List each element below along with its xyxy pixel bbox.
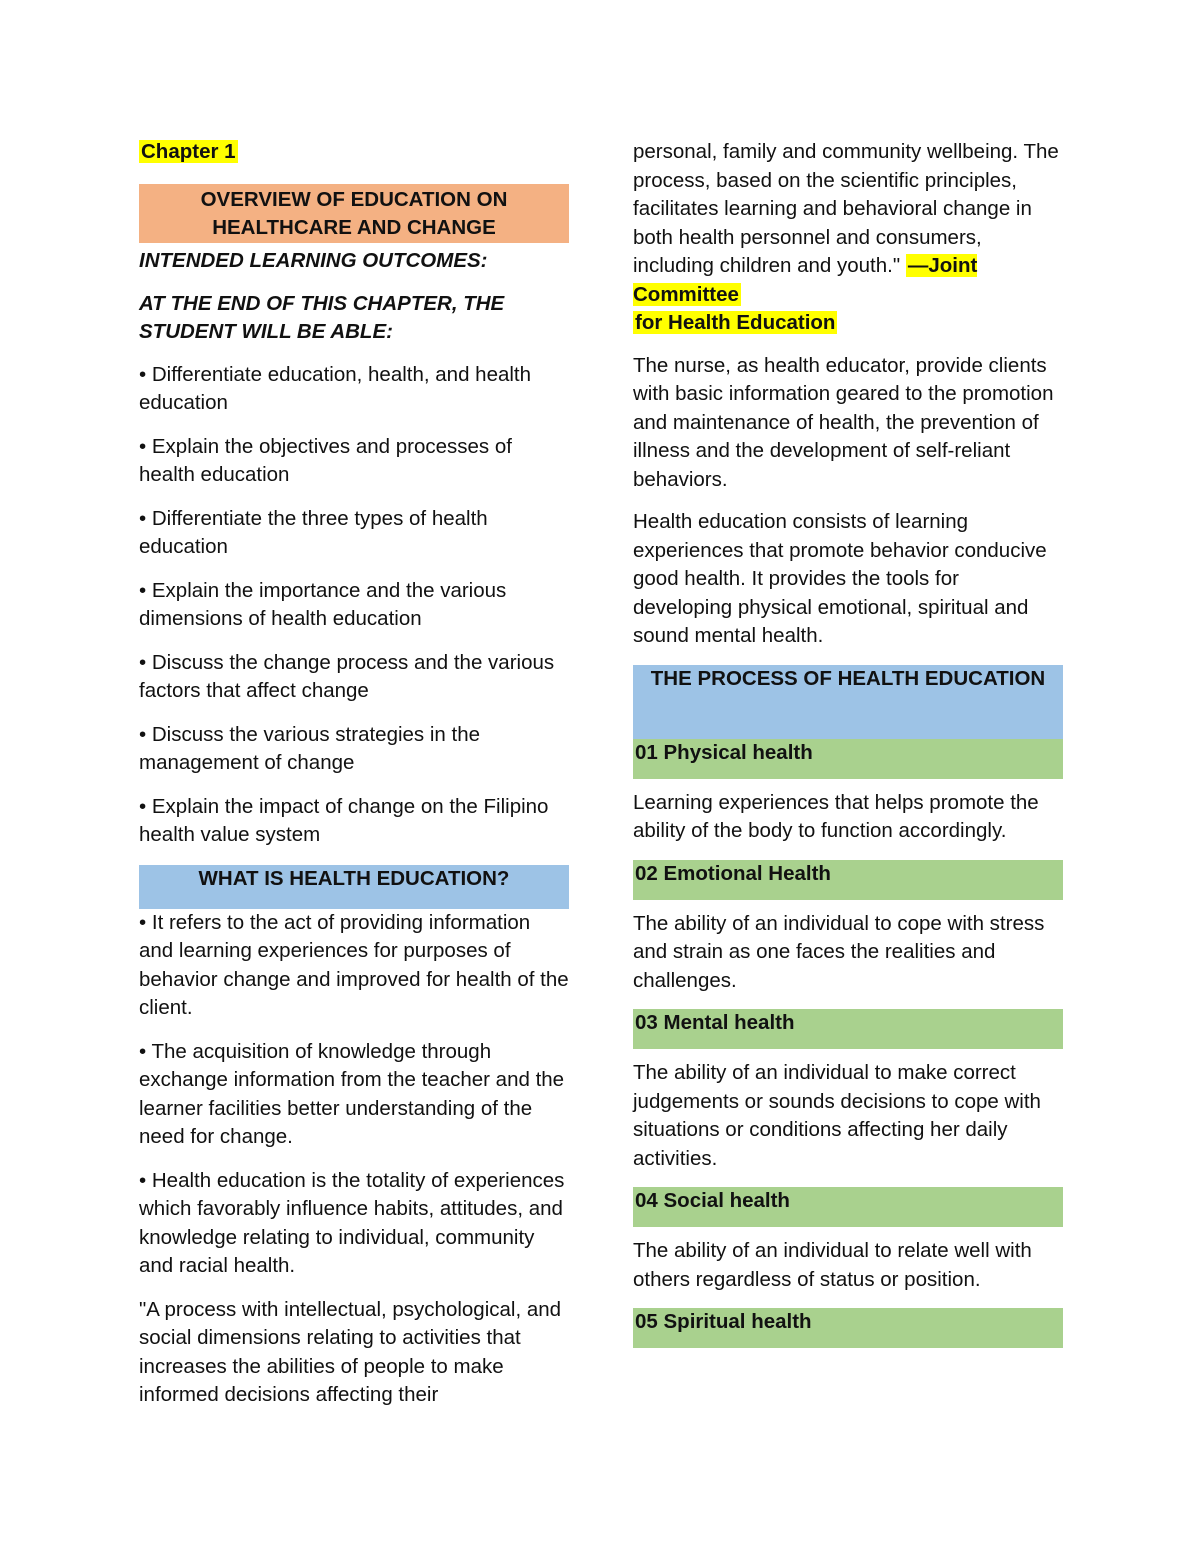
quote-end: personal, family and community wellbeing. The process, based on the scientific principles, facilitates learning and behavioral change in both health personnel and consumers, including children and youth." <box>633 140 1059 277</box>
dimension-heading-emotional: 02 Emotional Health <box>633 860 1063 900</box>
chapter-label: Chapter 1 <box>141 140 236 163</box>
quote-start: "A process with intellectual, psychological, and social dimensions relating to activities that increases the abilities of people to make informed decisions affecting their <box>139 1297 562 1406</box>
nurse-paragraph: The nurse, as health educator, provide clients with basic information geared to the promotion and maintenance of health, the prevention of illness and the development of self-reliant behaviors. <box>633 353 1054 491</box>
quote-continuation <box>633 138 1063 338</box>
dimension-text-mental: The ability of an individual to make correct judgements or sounds decisions to cope with situations or conditions affecting her daily activities. <box>633 1061 1041 1170</box>
quote-source-line-2: for Health Education <box>635 311 836 334</box>
definition-item: • The acquisition of knowledge through exchange information from the teacher and the learner facilities better understanding of the need for change. <box>139 1039 565 1148</box>
dimension-heading-mental: 03 Mental health <box>633 1009 1063 1049</box>
process-banner: THE PROCESS OF HEALTH EDUCATION <box>633 665 1063 739</box>
outcome-item: • Discuss the change process and the various factors that affect change <box>139 650 555 702</box>
ilo-intro: AT THE END OF THIS CHAPTER, THE STUDENT WILL BE ABLE: <box>139 291 505 343</box>
dimension-heading-spiritual: 05 Spiritual health <box>633 1308 1063 1348</box>
what-is-health-education-banner: WHAT IS HEALTH EDUCATION? <box>139 865 569 909</box>
outcome-item: • Explain the objectives and processes of health education <box>139 434 512 486</box>
dimension-heading-social: 04 Social health <box>633 1187 1063 1227</box>
dimension-text-physical: Learning experiences that helps promote the ability of the body to function accordingly. <box>633 790 1039 842</box>
outcome-item: • Discuss the various strategies in the management of change <box>139 722 481 774</box>
outcome-item: • Differentiate the three types of health education <box>139 506 488 558</box>
health-education-paragraph: Health education consists of learning experiences that promote behavior conducive good health. It provides the tools for developing physical emotional, spiritual and sound mental health. <box>633 510 1047 647</box>
dimension-text-emotional: The ability of an individual to cope with stress and strain as one faces the realities and challenges. <box>633 911 1045 992</box>
chapter-title-banner: OVERVIEW OF EDUCATION ON HEALTHCARE AND CHANGE <box>139 184 569 243</box>
dimension-text-social: The ability of an individual to relate well with others regardless of status or position. <box>633 1239 1032 1291</box>
outcome-item: • Explain the importance and the various dimensions of health education <box>139 578 507 630</box>
outcome-item: • Differentiate education, health, and health education <box>139 362 532 414</box>
outcome-item: • Explain the impact of change on the Filipino health value system <box>139 794 549 846</box>
right-column <box>633 138 1063 1358</box>
left-column <box>139 138 569 1424</box>
ilo-heading: INTENDED LEARNING OUTCOMES: <box>139 249 488 272</box>
quote-source-line-1: —Joint Committee <box>633 254 978 306</box>
dimension-heading-physical: 01 Physical health <box>633 739 1063 779</box>
definition-item: • It refers to the act of providing information and learning experiences for purposes of behavior change and improved for health of the client. <box>139 910 569 1019</box>
definition-item: • Health education is the totality of experiences which favorably influence habits, attitudes, and knowledge relating to individual, community and racial health. <box>139 1168 565 1277</box>
